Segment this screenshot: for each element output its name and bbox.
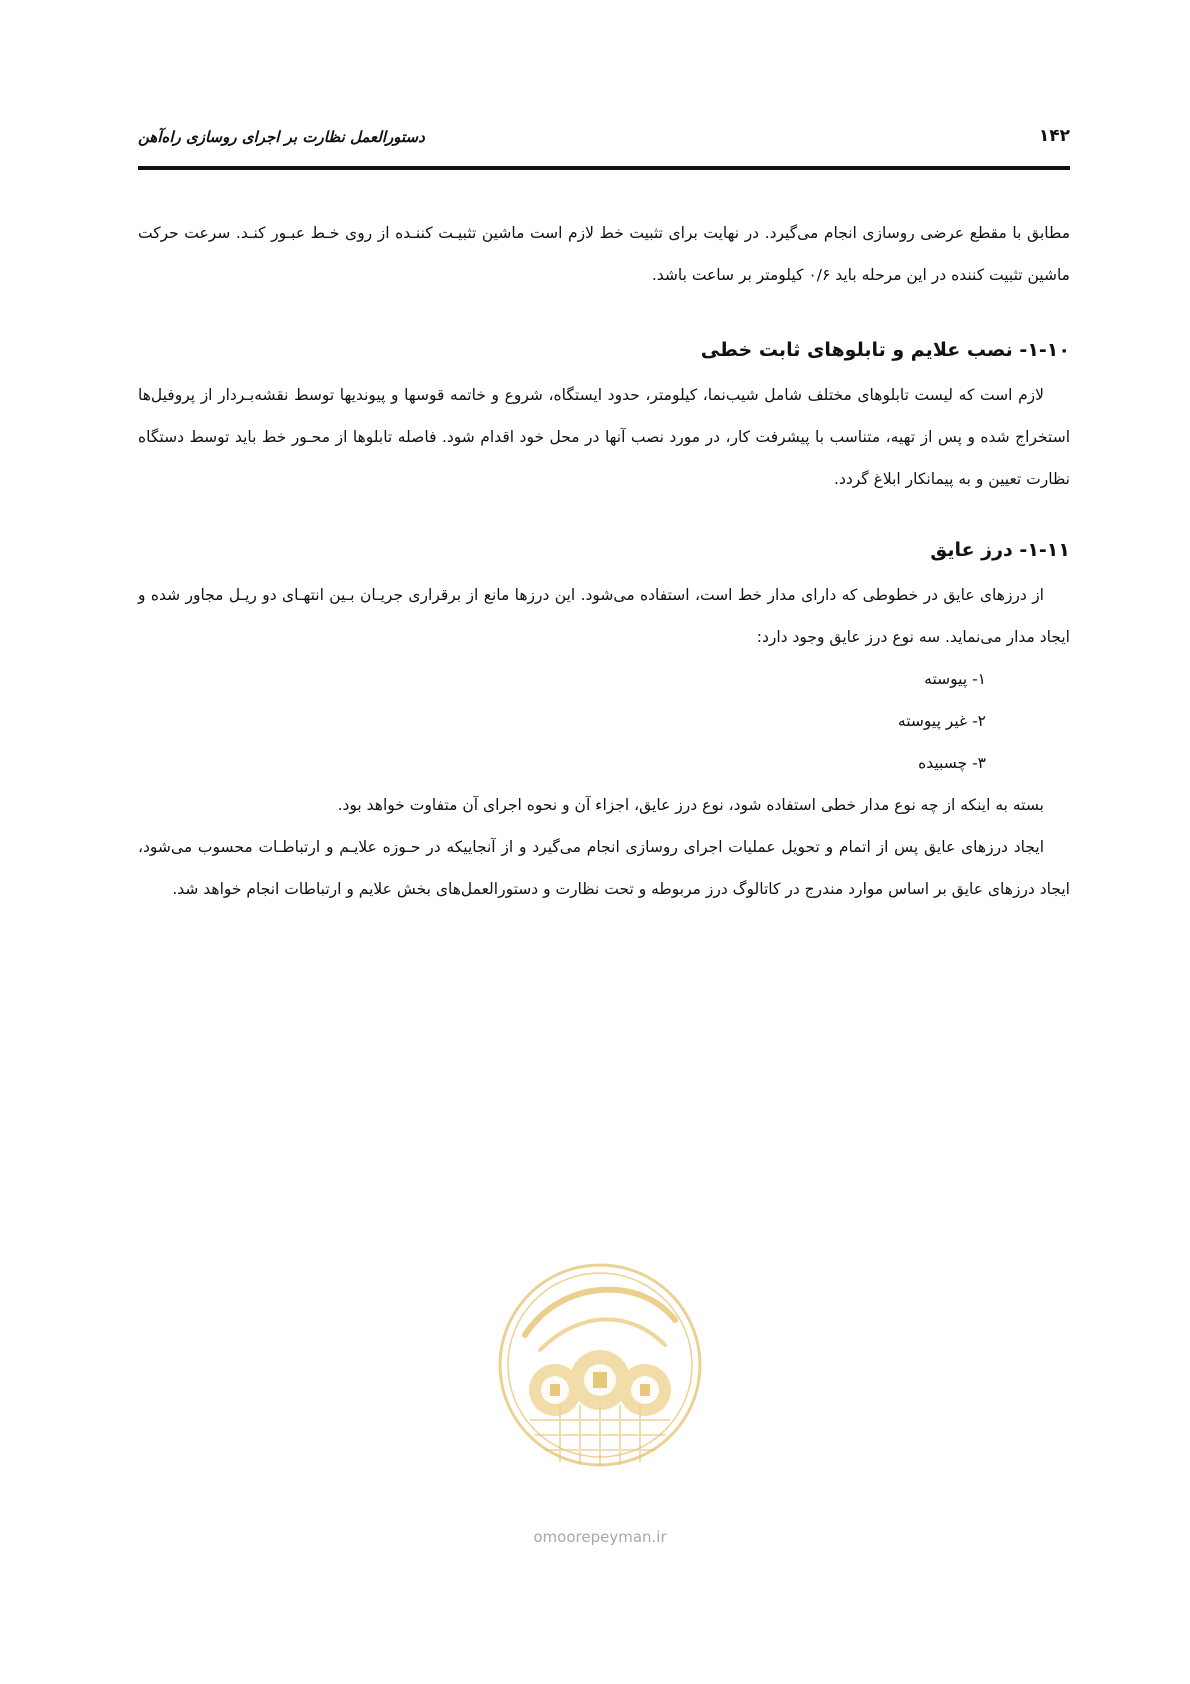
section-1-10-paragraph: لازم است که لیست تابلوهای مختلف شامل شیب‌نما، کیلومتر، حدود ایستگاه، شروع و خاتمه قوسها و پیوندیها توسط نقشه‌بـردار از پروفیل‌ها استخراج شده و پس از تهیه، متناسب با پیشرفت کار، در مورد نصب آنها در محل خود اقدام شود. فاصله تابلوها از محـور خط باید توسط دستگاه نظارت تعیین و به پیمانکار ابلاغ گردد. [138,386,1070,488]
watermark-logo [480,1240,720,1510]
watermark-url: omoorepeyman.ir [533,1528,667,1546]
running-header-title: دستورالعمل نظارت بر اجرای روسازی راه‌آهن [138,128,425,146]
header-rule [138,166,1070,170]
main-content [138,212,1070,910]
closing-paragraph: ایجاد درزهای عایق پس از اتمام و تحویل عملیات اجرای روسازی انجام می‌گیرد و از آنجاییکه در حـوزه علایـم و ارتباطـات محسوب می‌شود، ایجاد درزهای عایق بر اساس موارد مندرج در کاتالوگ درز مربوطه و تحت نظارت و دستورالعمل‌های بخش علایم و ارتباطات انجام خواهد شد. [138,838,1070,898]
after-list-paragraph: بسته به اینکه از چه نوع مدار خطی استفاده شود، نوع درز عایق، اجزاء آن و نحوه اجرای آن متفاوت خواهد بود. [337,796,1044,814]
page-number: ۱۴۲ [1038,126,1070,146]
intro-paragraph: مطابق با مقطع عرضی روسازی انجام می‌گیرد. در نهایت برای تثبیت خط لازم است ماشین تثبیـت کننـده از روی خـط عبـور کنـد. سرعت حرکت ماشین تثبیت کننده در این مرحله باید ۰/۶ کیلومتر بر ساعت باشد. [138,224,1070,284]
list-item: ۲- غیر پیوسته [897,712,986,730]
section-1-11-paragraph: از درزهای عایق در خطوطی که دارای مدار خط است، استفاده می‌شود. این درزها مانع از برقراری جریـان بـین انتهـای دو ریـل مجاور شده و ایجاد مدار می‌نماید. سه نوع درز عایق وجود دارد: [138,586,1070,646]
section-heading-1-10: ۱-۱۰- نصب علایم و تابلوهای ثابت خطی [700,339,1070,361]
insulated-joint-types-list [138,658,1070,784]
section-heading-1-11: ۱-۱۱- درز عایق [930,539,1070,561]
page-header [138,128,1070,162]
watermark-stamp [480,1240,720,1546]
list-item: ۱- پیوسته [924,670,986,688]
list-item: ۳- چسبیده [918,754,986,772]
